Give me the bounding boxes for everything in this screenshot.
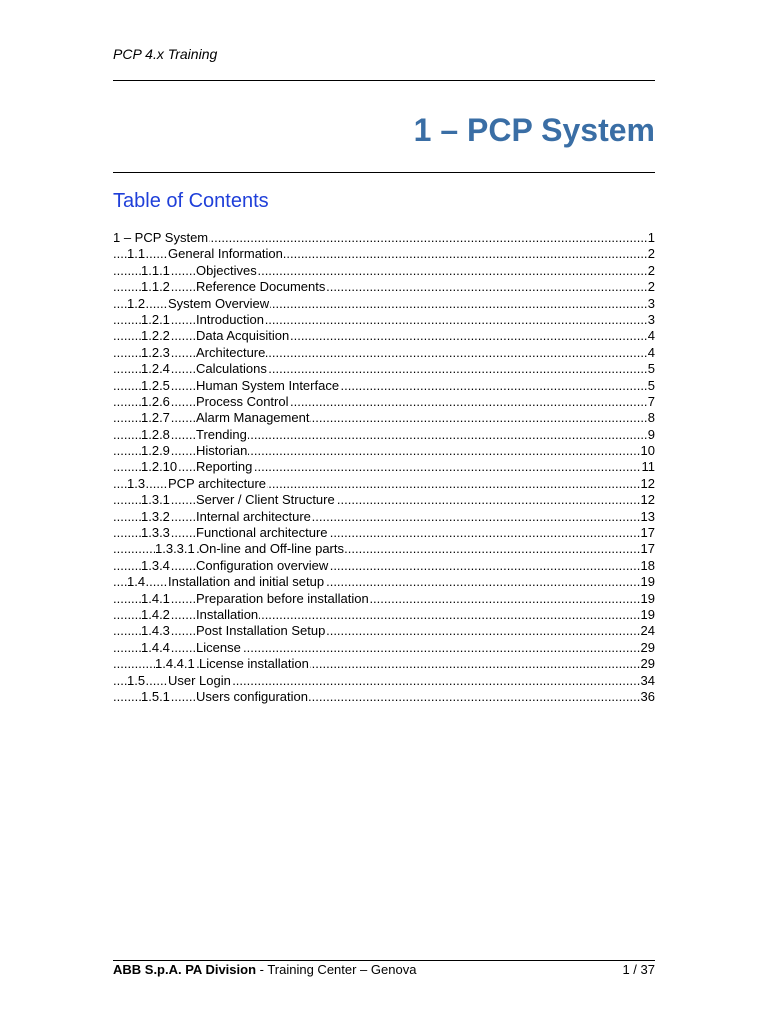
toc-entry-page: 19	[640, 590, 655, 606]
toc-leader-dots	[113, 378, 655, 394]
toc-entry-page: 17	[640, 525, 655, 541]
toc-entry-page: 1	[647, 230, 655, 245]
toc-leader-dots	[113, 492, 655, 508]
toc-entry[interactable]	[113, 689, 655, 705]
toc-entry-title: Trending	[196, 426, 247, 442]
toc-entry-number: 1.1	[127, 246, 146, 262]
toc-leader-dots	[113, 394, 655, 410]
toc-entry-title: Server / Client Structure	[196, 492, 335, 508]
toc-leader-dots	[113, 345, 655, 361]
toc-entry-number: 1.2.5	[141, 377, 170, 393]
toc-entry-page: 2	[647, 262, 655, 278]
toc-entry-title: Functional architecture	[196, 525, 328, 541]
toc-entry[interactable]	[113, 263, 655, 279]
toc-entry[interactable]	[113, 591, 655, 607]
toc-entry-number: 1.5	[127, 672, 146, 688]
toc-entry[interactable]	[113, 427, 655, 443]
toc-entry-page: 18	[640, 557, 655, 573]
toc-leader-dots	[113, 312, 655, 328]
toc-entry[interactable]	[113, 296, 655, 312]
toc-leader-dots	[113, 263, 655, 279]
toc-entry-title: Installation and initial setup	[168, 574, 325, 590]
toc-entry-title: Introduction	[196, 311, 264, 327]
toc-entry-page: 2	[647, 279, 655, 295]
toc-entry[interactable]	[113, 345, 655, 361]
toc-entry-number: 1.3.3	[141, 525, 170, 541]
toc-entry-number: 1.2.6	[141, 393, 170, 409]
toc-entry[interactable]	[113, 574, 655, 590]
toc-entry-number: 1.3.3.1	[155, 541, 195, 557]
toc-entry[interactable]	[113, 312, 655, 328]
toc-entry[interactable]	[113, 443, 655, 459]
toc-entry-title: General Information	[168, 246, 283, 262]
toc-entry-page: 5	[647, 361, 655, 377]
toc-leader-dots	[113, 459, 655, 475]
toc-entry-page: 8	[647, 410, 655, 426]
table-of-contents	[113, 230, 655, 705]
footer-page-number: 1 / 37	[622, 962, 655, 977]
toc-entry-number: 1.4.3	[141, 623, 170, 639]
toc-entry-page: 36	[640, 688, 655, 704]
toc-entry-page: 4	[647, 344, 655, 360]
toc-entry-page: 4	[647, 328, 655, 344]
toc-entry-title: PCP architecture	[168, 475, 267, 491]
toc-entry-number: 1.4.2	[141, 606, 170, 622]
toc-entry[interactable]	[113, 476, 655, 492]
toc-entry-number: 1.2.3	[141, 344, 170, 360]
toc-entry-title: Reference Documents	[196, 279, 326, 295]
running-header: PCP 4.x Training	[113, 46, 218, 62]
toc-entry[interactable]	[113, 410, 655, 426]
toc-entry[interactable]	[113, 541, 655, 557]
toc-entry-page: 2	[647, 246, 655, 262]
toc-entry-page: 7	[647, 393, 655, 409]
toc-entry[interactable]	[113, 459, 655, 475]
toc-entry-number: 1.2.1	[141, 311, 170, 327]
toc-entry-number: 1.2.2	[141, 328, 170, 344]
toc-leader-dots	[113, 525, 655, 541]
toc-leader-dots	[113, 607, 655, 623]
toc-entry-number: 1.3.1	[141, 492, 170, 508]
toc-entry-page: 19	[640, 606, 655, 622]
toc-entry-title: Architecture	[196, 344, 266, 360]
toc-entry-page: 9	[647, 426, 655, 442]
toc-leader-dots	[113, 591, 655, 607]
chapter-title: 1 – PCP System	[413, 112, 655, 148]
toc-entry-title: 1 – PCP System	[113, 230, 209, 245]
toc-entry-page: 12	[640, 475, 655, 491]
toc-entry-page: 10	[640, 443, 655, 459]
toc-entry-page: 3	[647, 311, 655, 327]
toc-entry-title: Objectives	[196, 262, 257, 278]
chapter-rule	[113, 172, 655, 173]
toc-entry-title: System Overview	[168, 295, 270, 311]
toc-entry[interactable]	[113, 279, 655, 295]
toc-entry[interactable]	[113, 492, 655, 508]
toc-entry-number: 1.1.2	[141, 279, 170, 295]
toc-entry-title: Historian	[196, 443, 248, 459]
toc-entry-title: Reporting	[196, 459, 253, 475]
toc-entry[interactable]	[113, 246, 655, 262]
toc-entry-title: Human System Interface	[196, 377, 340, 393]
toc-entry-page: 17	[640, 541, 655, 557]
toc-entry-title: Installation	[196, 606, 259, 622]
toc-entry-number: 1.3.4	[141, 557, 170, 573]
toc-entry[interactable]	[113, 394, 655, 410]
footer-text	[113, 962, 416, 977]
toc-entry-title: Users configuration	[196, 688, 308, 704]
toc-entry-number: 1.4.4	[141, 639, 170, 655]
toc-entry-number: 1.2.7	[141, 410, 170, 426]
footer-rule	[113, 960, 655, 961]
toc-entry-number: 1.4	[127, 574, 146, 590]
toc-entry[interactable]	[113, 673, 655, 689]
toc-entry[interactable]	[113, 361, 655, 377]
toc-entry-number: 1.2.9	[141, 443, 170, 459]
toc-entry-page: 29	[640, 656, 655, 672]
toc-leader-dots	[113, 509, 655, 525]
toc-entry-number: 1.2.4	[141, 361, 170, 377]
toc-entry-number: 1.1.1	[141, 262, 170, 278]
toc-entry-title: On-line and Off-line parts	[199, 541, 344, 557]
toc-leader-dots	[113, 623, 655, 639]
toc-entry-title: Alarm Management	[196, 410, 310, 426]
toc-leader-dots	[113, 443, 655, 459]
toc-entry-number: 1.4.1	[141, 590, 170, 606]
toc-entry-page: 5	[647, 377, 655, 393]
toc-leader-dots	[113, 279, 655, 295]
toc-entry-number: 1.3	[127, 475, 146, 491]
toc-entry-number: 1.3.2	[141, 508, 170, 524]
toc-entry[interactable]	[113, 378, 655, 394]
toc-entry-page: 13	[640, 508, 655, 524]
toc-heading: Table of Contents	[113, 190, 269, 212]
toc-entry-title: User Login	[168, 672, 231, 688]
toc-entry-title: Preparation before installation	[196, 590, 369, 606]
toc-entry-page: 34	[640, 672, 655, 688]
toc-leader-dots	[113, 410, 655, 426]
toc-entry-title: License	[196, 639, 241, 655]
toc-entry-number: 1.2.10	[141, 459, 178, 475]
toc-entry-number: 1.5.1	[141, 688, 170, 704]
toc-entry-page: 11	[641, 459, 655, 475]
toc-entry[interactable]	[113, 607, 655, 623]
toc-leader-dots	[113, 328, 655, 344]
toc-entry-number: 1.4.4.1	[155, 656, 195, 672]
toc-entry-title: Configuration overview	[196, 557, 329, 573]
toc-leader-dots	[113, 689, 655, 705]
toc-entry[interactable]	[113, 509, 655, 525]
toc-leader-dots	[113, 558, 655, 574]
toc-entry-title: Process Control	[196, 393, 289, 409]
footer-company: ABB S.p.A. PA Division	[113, 962, 257, 977]
toc-entry[interactable]	[113, 656, 655, 672]
toc-entry-number: 1.2	[127, 295, 146, 311]
toc-entry[interactable]	[113, 558, 655, 574]
toc-entry[interactable]	[113, 640, 655, 656]
footer-location: - Training Center – Genova	[256, 962, 417, 977]
toc-entry-title: Post Installation Setup	[196, 623, 326, 639]
toc-entry-page: 29	[640, 639, 655, 655]
toc-entry-title: License installation	[199, 656, 309, 672]
toc-leader-dots	[113, 640, 655, 656]
toc-entry-page: 19	[640, 574, 655, 590]
toc-entry-number: 1.2.8	[141, 426, 170, 442]
toc-entry-page: 3	[647, 295, 655, 311]
toc-entry[interactable]	[113, 525, 655, 541]
toc-entry[interactable]	[113, 230, 655, 246]
toc-entry-title: Internal architecture	[196, 508, 311, 524]
toc-leader-dots	[113, 361, 655, 377]
toc-leader-dots	[113, 427, 655, 443]
toc-entry-title: Data Acquisition	[196, 328, 290, 344]
toc-entry-page: 24	[640, 623, 655, 639]
toc-entry-title: Calculations	[196, 361, 267, 377]
toc-entry[interactable]	[113, 328, 655, 344]
toc-entry-page: 12	[640, 492, 655, 508]
toc-entry[interactable]	[113, 623, 655, 639]
header-rule	[113, 80, 655, 81]
